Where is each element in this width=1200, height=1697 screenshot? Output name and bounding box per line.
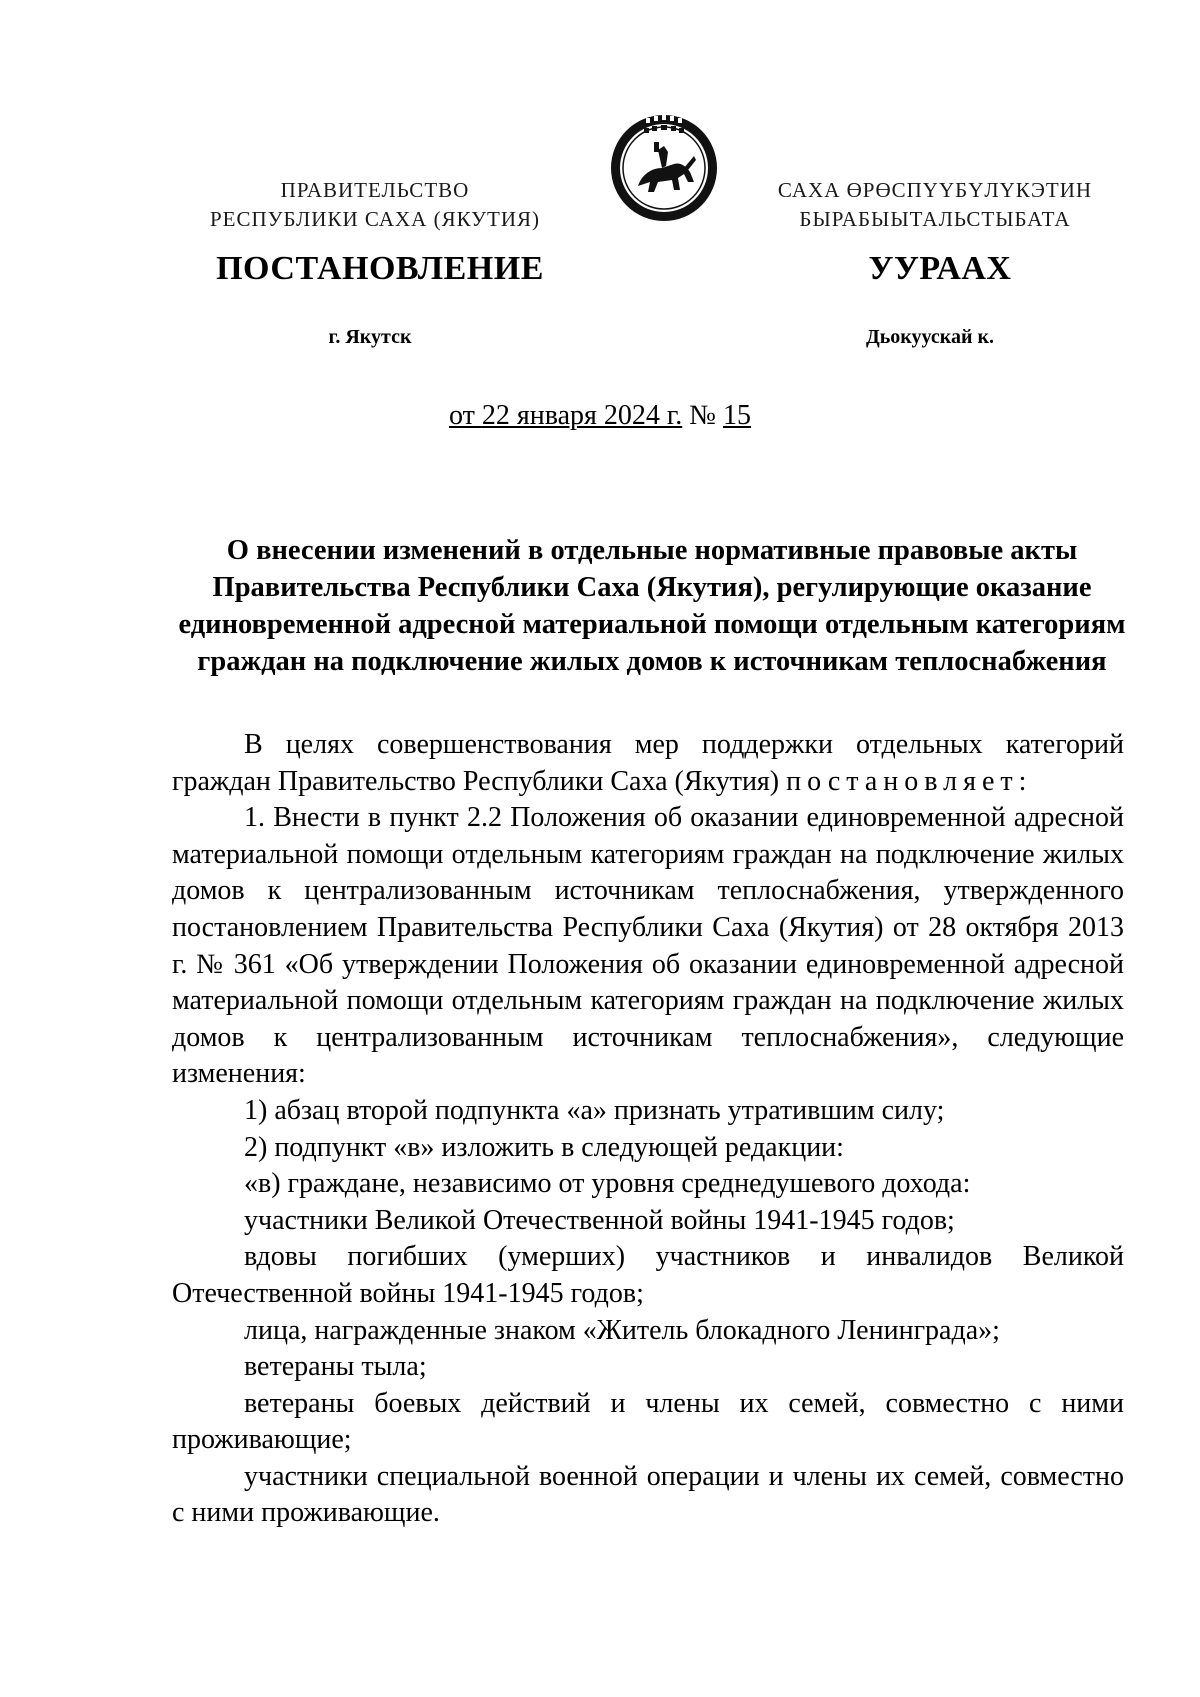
body-paragraph: лица, награжденные знаком «Житель блокадного Ленинграда»; <box>244 1314 1000 1346</box>
body-paragraph <box>172 727 1124 800</box>
left-org-line1: ПРАВИТЕЛЬСТВО <box>280 178 470 202</box>
body-paragraph: «в) граждане, независимо от уровня среднедушевого дохода: <box>244 1168 971 1200</box>
coat-of-arms-yakutia-icon <box>608 112 720 224</box>
title-line: Правительства Республики Саха (Якутия), регулирующие оказание <box>212 572 1092 603</box>
body-paragraph: 1) абзац второй подпункта «а» признать утратившим силу; <box>244 1094 945 1126</box>
right-org-name <box>735 176 1135 234</box>
document-date: 22 января 2024 г. <box>481 400 683 431</box>
number-sign: № <box>682 400 723 431</box>
title-line: О внесении изменений в отдельные нормативные правовые акты <box>226 535 1078 566</box>
left-org-name <box>175 176 575 234</box>
body-paragraph: 1. Внести в пункт 2.2 Положения об оказании единовременной адресной материальной помощи отдельным категориям граждан на подключение жилых домов к централизованным источникам теплоснабжения, утвержденного постановлением Правительства Республики Саха (Якутия) от 28 октября 2013 г. № 361 «Об утверждении Положения об оказании единовременной адресной материальной помощи отдельным категориям граждан на подключение жилых домов к централизованным источникам теплоснабжения», следующие изменения: <box>172 802 1124 1090</box>
body-paragraph: участники специальной военной операции и члены их семей, совместно с ними проживающие. <box>172 1460 1124 1529</box>
body-paragraph: участники Великой Отечественной войны 1941-1945 годов; <box>244 1204 955 1236</box>
right-org-line1: САХА ӨРӨСПҮҮБҮЛҮКЭТИН <box>777 178 1093 202</box>
left-org-line2: РЕСПУБЛИКИ САХА (ЯКУТИЯ) <box>209 207 541 231</box>
body-paragraph: 2) подпункт «в» изложить в следующей редакции: <box>244 1131 844 1163</box>
city-russian: г. Якутск <box>328 326 412 348</box>
date-prefix: от <box>449 400 482 431</box>
document-number: 15 <box>722 400 751 431</box>
city-yakut: Дьокуускай к. <box>865 326 995 348</box>
doc-type-yakut: УУРААХ <box>868 250 1012 287</box>
paragraph-text: В целях совершенствования мер поддержки отдельных категорий граждан Правительство Республики Саха (Якутия) <box>172 729 1124 797</box>
date-number-line <box>0 400 1200 432</box>
body-paragraph: ветераны боевых действий и члены их семей, совместно с ними проживающие; <box>172 1387 1124 1456</box>
title-line: единовременной адресной материальной помощи отдельным категориям <box>178 609 1126 640</box>
document-title <box>172 532 1132 680</box>
resolves-word: постановляет: <box>786 765 1033 797</box>
title-line: граждан на подключение жилых домов к источникам теплоснабжения <box>197 646 1107 677</box>
doc-type-russian: ПОСТАНОВЛЕНИЕ <box>216 250 544 287</box>
body-paragraph: вдовы погибших (умерших) участников и инвалидов Великой Отечественной войны 1941-1945 годов; <box>172 1241 1124 1309</box>
body-paragraph: ветераны тыла; <box>244 1351 427 1383</box>
right-org-line2: БЫРАБЫЫТАЛЬСТЫБАТА <box>799 207 1071 231</box>
document-body <box>172 727 1124 1532</box>
